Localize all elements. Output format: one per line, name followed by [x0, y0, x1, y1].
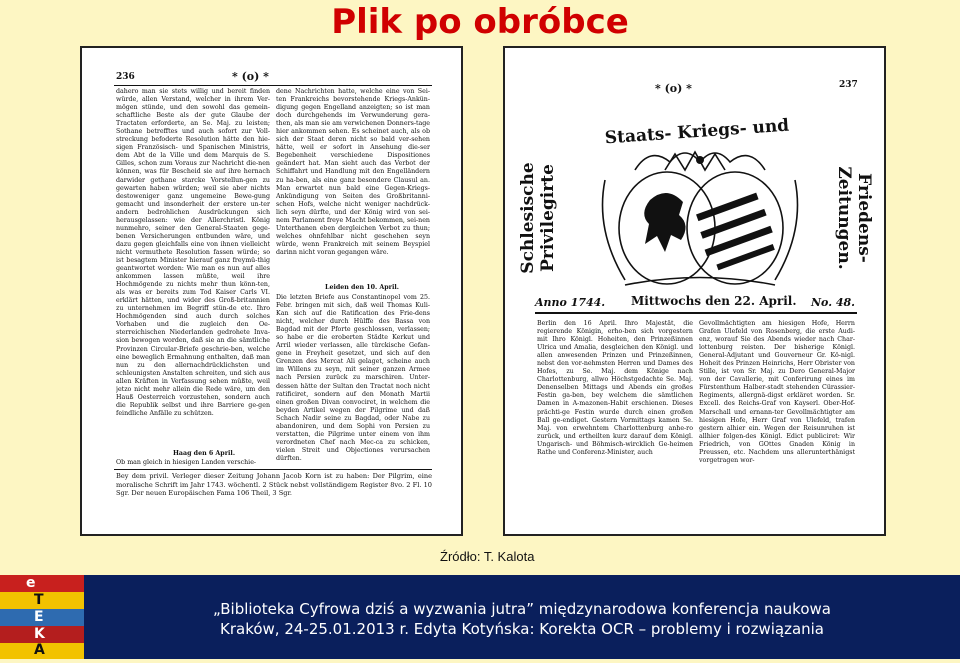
source-caption: Źródło: T. Kalota — [440, 549, 535, 564]
left-col2-text2: Die letzten Briefe aus Constantinopel vom 25. Febr. bringen mit sich, daß weil Thomas Kuli-Kan sich auf die Ratification des Frie-dens nicht, welcher durch Hülffe des Bassa von Bagdad mit der Pforte geschlossen, verlassen; so habe er die eroberten Städte Kerkut und Arril wieder verlassen, alle türckische Gefan-gene in Freyheit gesetzet, und sich auf den Grenzen des Mercat Ali gelaget, scheine auch im Willens zu seyn, mit seiner ganzen Armee nach Persien zurück zu marschiren. Unter-dessen hätte der Sultan den Tractat noch nicht ratificiret, sondern auf den Monath Martii einen großen Divan convociret, in welchem die beyden Artikel wegen der Pilgrime und daß Schach Nadir seine zu Bagdad, oder Nabe zu abandoniren, und dem Sophi von Persien zu verstatten, die Pilgrime unter einem von ihm verordneten Chef nach Mec-ca zu schicken, vielen Streit und Objectiones verursachen dürften. — [276, 294, 430, 462]
masthead-right-title: Friedens- Zeitungen. — [834, 166, 874, 270]
left-footer-rule — [114, 469, 432, 470]
footer-conference-title: „Biblioteka Cyfrowa dziś a wyzwania jutra” międzynarodowa konferencja naukowa — [213, 600, 831, 618]
logo-letter-1: e — [26, 575, 36, 591]
scan-before-left-page — [80, 46, 463, 536]
masthead-rule — [535, 312, 857, 314]
right-header-mark: * (o) * — [655, 82, 692, 95]
coat-of-arms-image — [595, 140, 805, 290]
left-header-mark: * (o) * — [232, 70, 269, 83]
masthead-issue: No. 48. — [811, 296, 855, 309]
right-col2-text: Gevollmächtigten am hiesigen Hofe, Herrn Grafen Ulefeld von Rosenberg, die erste Audi-enz, worauf Sie des Abends wieder nach Char-lottenburg reisten. Der bisherige Königl. General-Adjutant und Gouverneur Gr. Kö-nigl. Hoheit des Prinzen Heinrichs, Herr Obrister von Stille, ist von Sr. Maj. zu Dero General-Major von der Cavallerie, mit Conferirung eines im Fürstenthum Halber-stadt stehenden Cürassier-Regiments, allergnä-digst erkläret worden. Sr. Excell. des Reichs-Graf von Kayserl. Ober-Hof-Marschall und ernann-ter Gevollmächtigter am hiesigen Hofe, Herr Graf von Ulefeld, trafen gestern alhier ein. Wegen der Reisunruhen ist allhier folgen-des Königl. Edict publiciret: Wir Friedrich, von GOttes Gnaden König in Preussen, etc. Nachdem uns allerunterthänigst vorgetragen wor- — [699, 320, 855, 464]
scan-before-right-page — [503, 46, 886, 536]
left-col1-tail: Ob man gleich in hiesigen Landen verschie- — [116, 459, 257, 466]
eteka-logo — [0, 575, 84, 659]
masthead-year: Anno 1744. — [535, 296, 606, 309]
left-col2-text: dene Nachrichten hatte, welche eine von Sei-ten Frankreichs bevorstehende Kriegs-Ankün-digung gegen Engelland anzeigten; so ist man doch durchgehends im Verwunderung gera-then, als man sie am verwichenen Donners-tage hier ankommen sehen. Es scheinet auch, als ob sich der Staat deren nicht so bald ver-sehen hätte, weil er sofort in Ansehung die-ser Begebenheit verschiedene Dispositiones geändert hat. Man sieht auch das Verbot der Schiffahrt und Handlung mit den Engelländern zu ha-ben, als eine ganz besondere Clausul an. Man erwartet nun bald eine Gegen-Kriegs-Ankündigung von Seiten des Großbritanni-schen Hofs, welche nicht weniger nachdrück-lich seyn dürfte, und der König wird von sei-nem Parlament freye Macht bekommen, sei-nen Unterthanen eben dergleichen Verbot zu thun; welches ohnfehlbar nicht geschehen seyn würde, wenn Frankreich mit seinem Beyspiel darinn nicht voran gegangen wäre. — [276, 88, 430, 256]
left-col1-text: dahero man sie stets willig und bereit finden würde, allen Verstand, welcher in ihrem Ver-mögen stünde, und den sowohl das gemein-schaftliche Beste als der gute Glaube der Tractaten erforderte, an Se. Maj. zu leisten; Sothane betrefftes und auch sofort zur Voll-streckung befoderte Resolution hätte den hie-sigen Französisch- und Spanischen Ministris, dem Abt de la Ville und dem Marquis de S. Gilles, schon zum Voraus zur Nachricht die-nen können, was für Bescheid sie auf ihre hernach darwider gethane starcke Vorstellun-gen zu gewarten haben würden; weil sie aber nichts destoweniger ganz ungemeine Bewe-gung gemacht und insonderheit der erstere un-ter andern bedrohlichen Ausdrückungen sich herausgelassen: wie der Allerchristl. König nunmehro, seiner den General-Staaten gege-benen Versicherungen entbunden wäre, und dazu gegen gleichfalls eine von ihnen vielleicht nicht vermuthete Resolution fassen würde; so ist besagtem Minister hierauf ganz freymü-thig geantwortet worden: Wie man es nun auf alles ankommen lassen müßte, weil ihre Hochmögende zu nichts mehr thun könn-ten, als was er bereits zum Tod Kaiser Carls VI. erklärt hätten, und wider des Groß-britannien zu unternehmen im Begriff stün-de etc. Ihro Hochmögenden sind auch durch solches Vorhaben und die zugleich den Oe-sterreichischen Niederlanden gedrohete Inva-sion bewogen worden, daß sie an die sämtliche Provinzen Circular-Briefe geschrie-ben, welche eine beweglich Ermahnung enthalten, daß man nun zu den allernachdrücklichsten und schleunigsten Anstalten schreiten, und sich aus allen Kräften in Verfassung sehen müßte, weil jetzo nicht mehr allein die Rede wäre, um den Hauß Oesterreich vorzustehen, sondern auch die Republik selbst und ihre Barriere ge-gen feindliche Anfälle zu schützen. — [116, 88, 270, 417]
logo-letter-5: A — [34, 642, 45, 658]
masthead-top-title: Staats- Kriegs- und — [604, 115, 790, 149]
logo-letter-4: K — [34, 626, 45, 642]
masthead-date: Mittwochs den 22. April. — [631, 294, 797, 308]
left-footer-note: Bey dem privil. Verleger dieser Zeitung Johann Jacob Korn ist zu haben: Der Pilgrim, eine moralische Schrift im Jahr 1743. wöchentl. 2 Stück nebst vollständigem Register 8vo. 2 Fl. 10 Sgr. Der neuen Europäischen Fama 106 Theil, 3 Sgr. — [116, 472, 432, 497]
page-title: Plik po obróbce — [331, 2, 629, 42]
footer-presentation-info: Kraków, 24-25.01.2013 r. Edyta Kotyńska: Korekta OCR – problemy i rozwiązania — [220, 620, 824, 638]
right-col1-text: Berlin den 16 April. Ihro Majestät, die regierende Königin, erho-ben sich vorgestern mit Ihro Königl. Hoheiten, den Prinzeßinnen Ulrica und Amalia, desgleichen den Königl. und allen anwesenden Prinzen und Prinzeßinnen, nebst den vor-nehmsten Herren und Dames des Hofes, zu Se. Maj. dem Könige nach Charlottenburg, allwo Höchstgedachte Se. Maj. Denenselben Mittags und Abends ein großes Festin ga-ben, bey welchem die sämtlichen Damen in A-mazonen-Habit erschienen. Dieses prächti-ge Festin wurde durch einen großen Ball ge-endiget. Gestern Vormittags kamen Se. Maj. von erwehntem Charlottenburg anhe-ro zurück, und ertheilten kurz darauf dem Königl. Ungarisch- und Böhmisch-wircklich Ge-heimen Rathe und Conferenz-Minister, auch — [537, 320, 693, 456]
masthead-left-title: Schlesische Privilegirte — [518, 162, 558, 274]
left-header-rule — [114, 85, 432, 86]
left-col2-header: Leiden den 10. April. — [325, 284, 399, 291]
right-page-number: 237 — [839, 80, 858, 90]
logo-letter-3: E — [34, 609, 44, 625]
left-col1-header: Haag den 6 April. — [172, 450, 236, 457]
logo-letter-2: T — [34, 592, 44, 608]
left-page-number: 236 — [116, 72, 135, 82]
